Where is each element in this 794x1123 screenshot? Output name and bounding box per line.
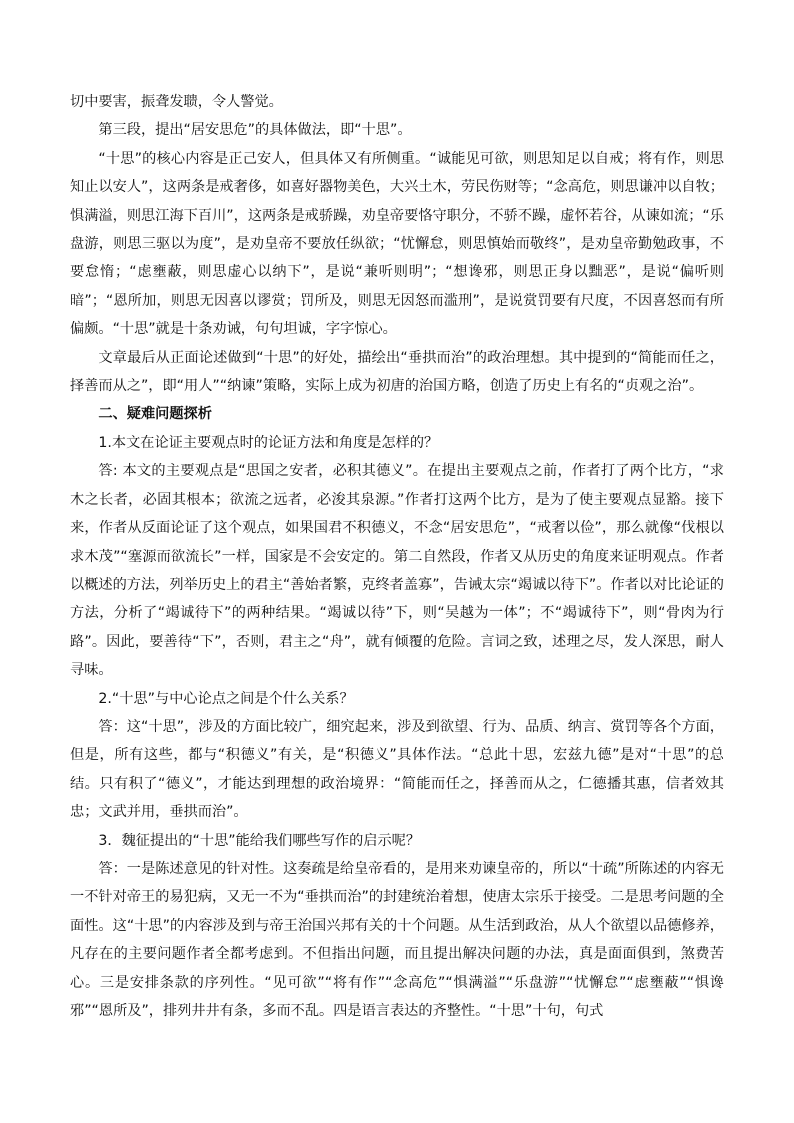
section-heading: 二、疑难问题探析 (98, 406, 212, 423)
question-2: 2.“十思”与中心论点之间是个什么关系？ (98, 690, 354, 707)
answer-3: 答：一是陈述意见的针对性。这奏疏是给皇帝看的，是用来劝谏皇帝的，所以“十疏”所陈述的内容无一不针对帝王的易犯病，又无一不为“垂拱而治”的封建统治着想，使唐太宗乐于接受。二是思考问题的全面性。这“十思”的内容涉及到与帝王治国兴邦有关的十个问题。从生活到政治，从人个欲望以品德修养，凡存在的主要问题作者全都考虑到。不但指出问题，而且提出解决问题的办法，真是面面俱到，煞费苦心。三是安排条款的序列性。“见可欲”“将有作”“念高危”“惧满溢”“乐盘游”“忧懈怠”“虑壅蔽”“惧谗邪”“恩所及”，排列井井有条，多而不乱。四是语言表达的齐整性。“十思”十句，句式 (70, 860, 724, 1019)
question-3: 3．魏征提出的“十思”能给我们哪些写作的启示呢？ (98, 832, 421, 849)
question-1: 1.本文在论证主要观点时的论证方法和角度是怎样的？ (98, 434, 439, 451)
paragraph-ten-thoughts-core: “十思”的核心内容是正己安人，但具体又有所侧重。“诚能见可欲，则思知足以自戒；将有作，则思知止以安人”，这两条是戒奢侈，如喜好器物美色，大兴土木，劳民伤财等；“念高危，则思谦冲以自牧；惧满溢，则思江海下百川”，这两条是戒骄躁，劝皇帝要恪守职分，不骄不躁，虚怀若谷，从谏如流；“乐盘游，则思三驱以为度”，是劝皇帝不要放任纵欲；“忧懈怠，则思慎始而敬终”，是劝皇帝勤勉政事，不要怠惰；“虑壅蔽，则思虚心以纳下”，是说“兼听则明”；“想谗邪，则思正身以黜恶”，是说“偏听则暗”；“恩所加，则思无因喜以谬赏；罚所及，则思无因怒而滥刑”，是说赏罚要有尺度，不因喜怒而有所偏颇。“十思”就是十条劝诫，句句坦诚，字字惊心。 (70, 150, 724, 338)
document-page (70, 88, 724, 1025)
paragraph-carryover: 切中要害，振聋发聩，令人警觉。 (70, 94, 283, 110)
paragraph-conclusion: 文章最后从正面论述做到“十思”的好处，描绘出“垂拱而治”的政治理想。其中提到的“简能而任之，择善而从之”，即“用人”“纳谏”策略，实际上成为初唐的治国方略，创造了历史上有名的“贞观之治”。 (70, 349, 724, 395)
paragraph-third-section: 第三段，提出“居安思危”的具体做法，即“十思”。 (98, 122, 412, 139)
answer-2: 答：这“十思”，涉及的方面比较广，细究起来，涉及到欲望、行为、品质、纳言、赏罚等各个方面，但是，所有这些，都与“积德义”有关，是“积德义”具体作法。“总此十思，宏兹九德”是对“十思”的总结。只有积了“德义”，才能达到理想的政治境界：“简能而任之，择善而从之，仁德播其惠，信者效其忠；文武并用，垂拱而治”。 (70, 718, 724, 821)
answer-1: 答: 本文的主要观点是“思国之安者，必积其德义”。在提出主要观点之前，作者打了两个比方，“求木之长者，必固其根本；欲流之远者，必浚其泉源。”作者打这两个比方，是为了使主要观点显豁。接下来，作者从反面论证了这个观点，如果国君不积德义，不念“居安思危”，“戒奢以俭”，那么就像“伐根以求木茂”“塞源而欲流长”一样，国家是不会安定的。第二自然段，作者又从历史的角度来证明观点。作者以概述的方法，列举历史上的君主“善始者繁，克终者盖寡”，告诫太宗“竭诚以待下”。作者以对比论证的方法，分析了“竭诚待下”的两种结果。“竭诚以待”下，则“吴越为一体”；不“竭诚待下”，则“骨肉为行路”。因此，要善待“下”，否则，君主之“舟”，就有倾覆的危险。言词之致，述理之尽，发人深思，耐人寻味。 (70, 463, 724, 679)
